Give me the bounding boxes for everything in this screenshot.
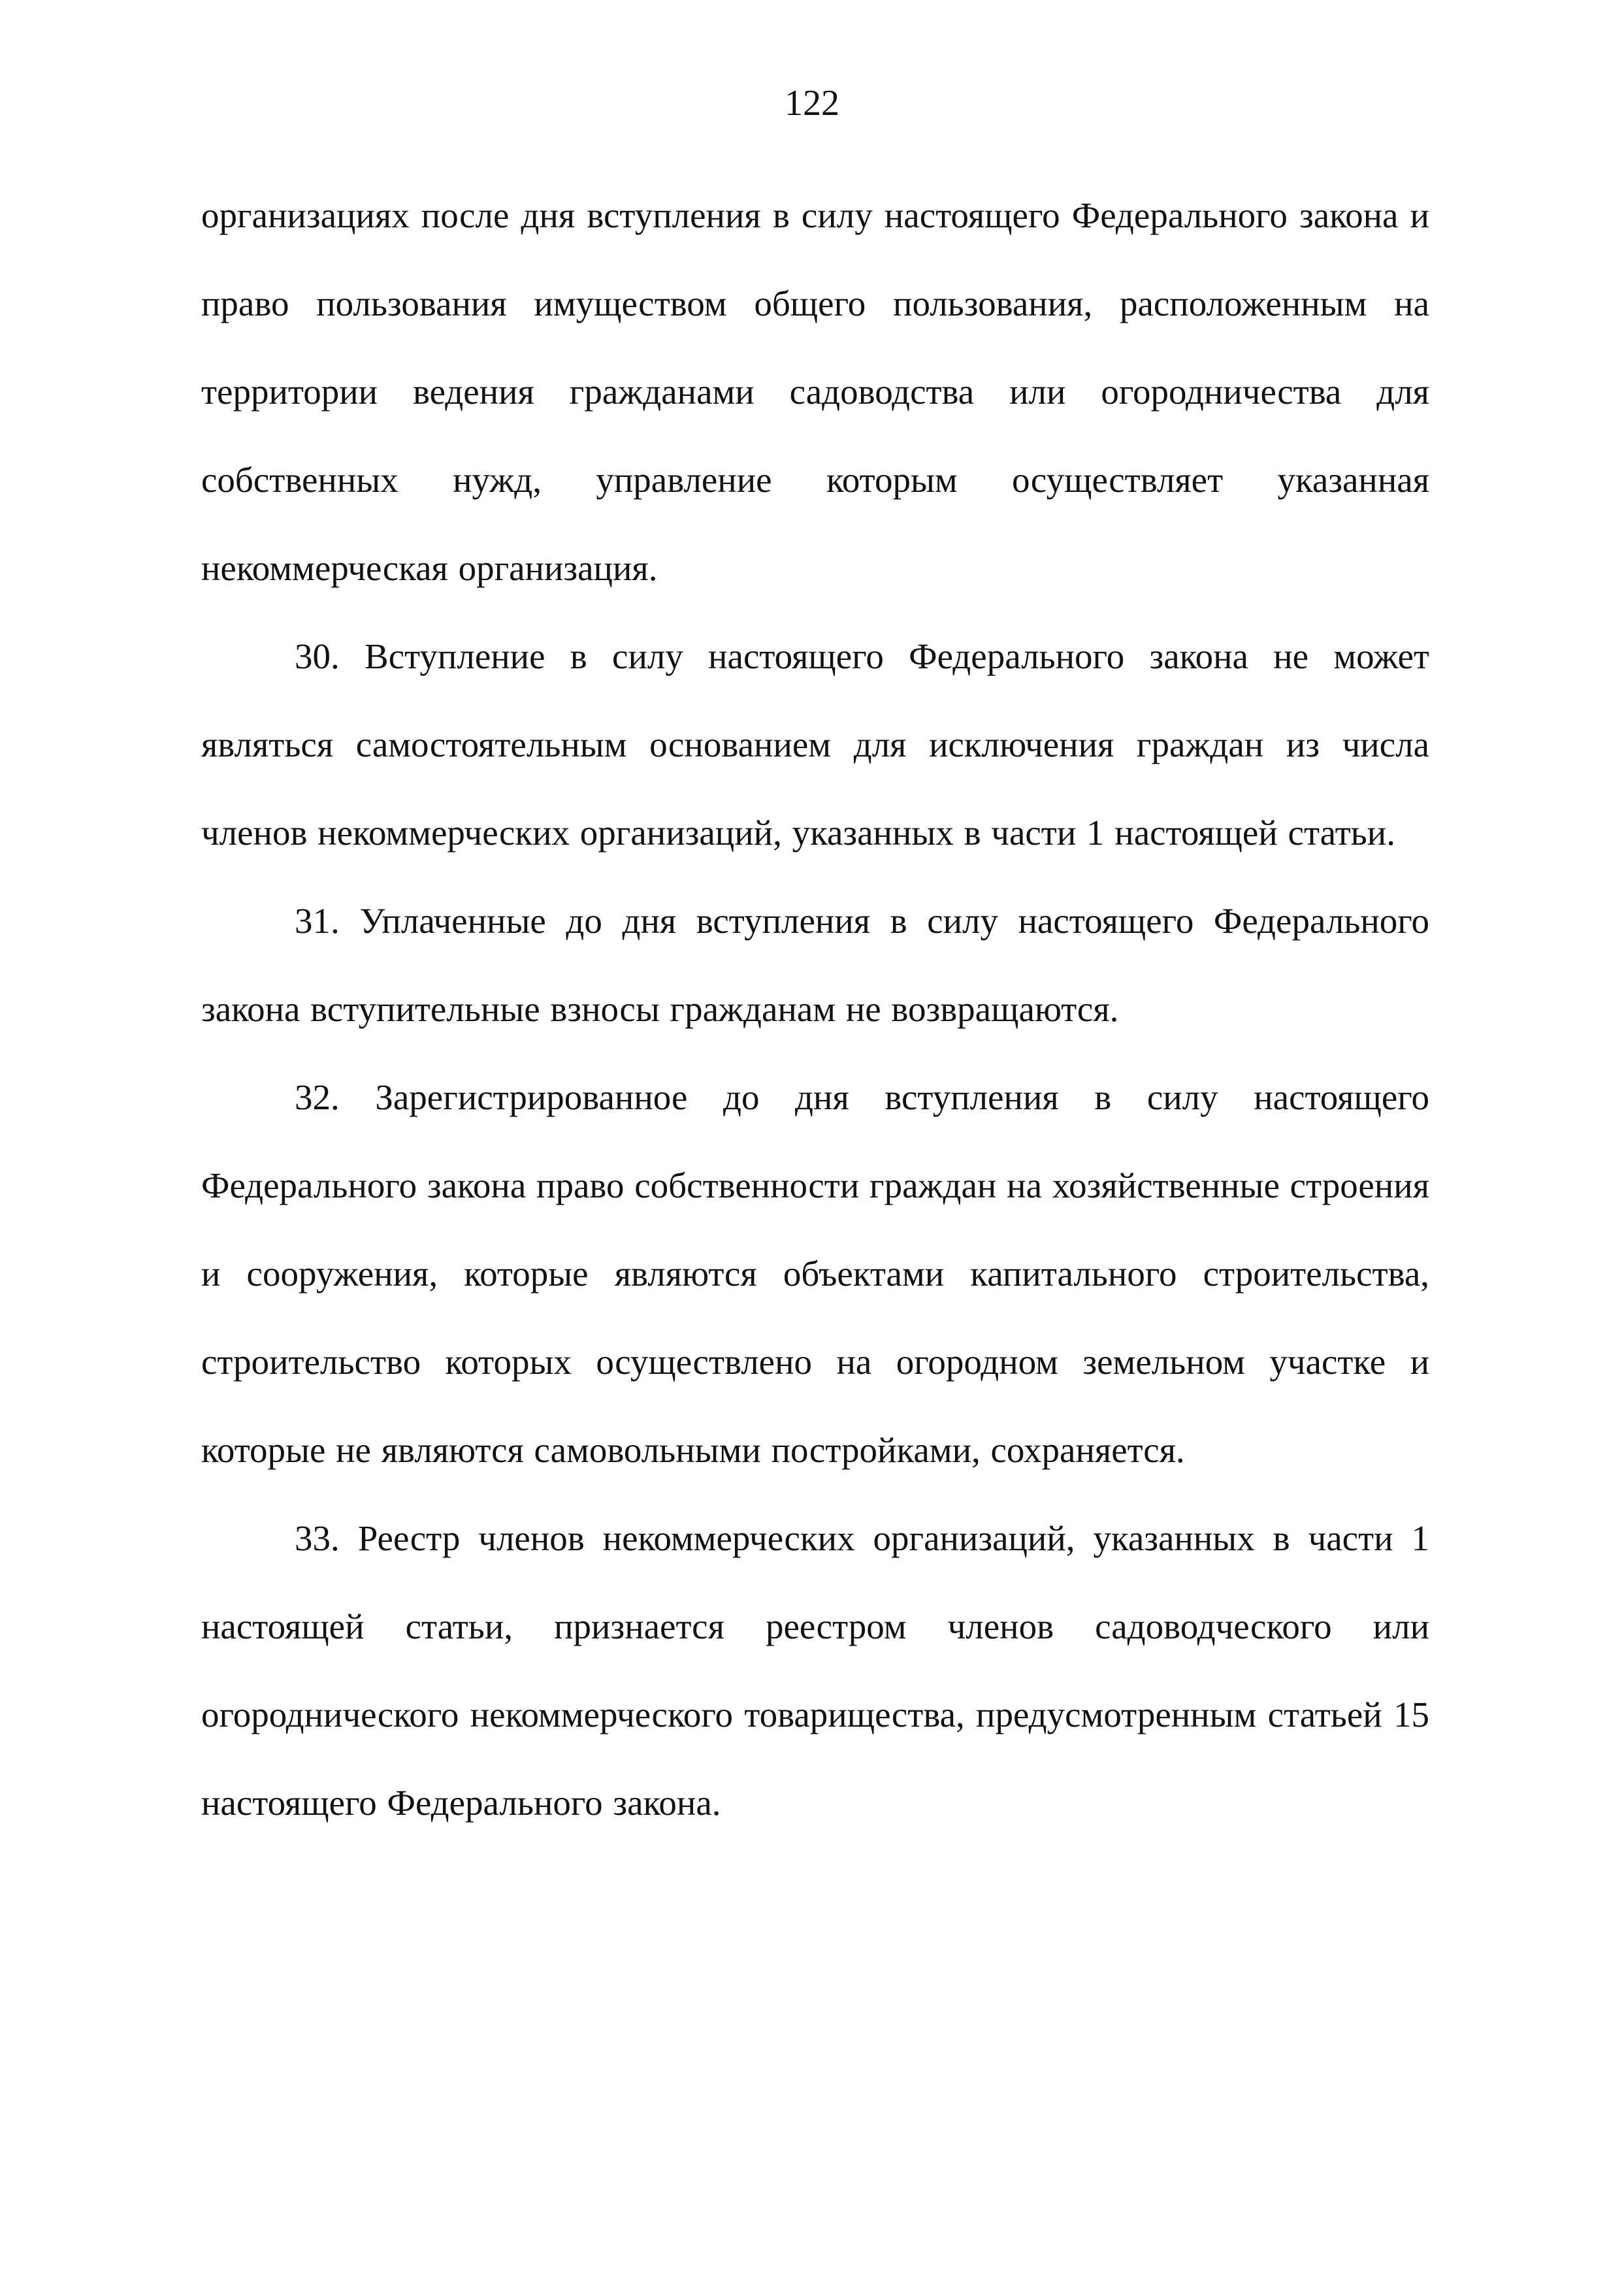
paragraph-33: 33. Реестр членов некоммерческих организаций, указанных в части 1 настоящей статьи, признается реестром членов садоводческого или огороднического некоммерческого товарищества, предусмотренным статьей 15 настоящего Федерального закона. [201,1518,1429,1823]
paragraph-31: 31. Уплаченные до дня вступления в силу настоящего Федерального закона вступительные взносы гражданам не возвращаются. [201,901,1429,1029]
page-number: 122 [785,83,839,123]
paragraph-30: 30. Вступление в силу настоящего Федерального закона не может являться самостоятельным основанием для исключения граждан из числа членов некоммерческих организаций, указанных в части 1 настоящей статьи. [201,636,1429,853]
paragraph-continuation: организациях после дня вступления в силу настоящего Федерального закона и право пользования имуществом общего пользования, расположенным на территории ведения гражданами садоводства или огородничества для собственных нужд, управление которым осуществляет указанная некоммерческая организация. [201,195,1429,588]
paragraph-32: 32. Зарегистрированное до дня вступления в силу настоящего Федерального закона право собственности граждан на хозяйственные строения и сооружения, которые являются объектами капитального строительства, строительство которых осуществлено на огородном земельном участке и которые не являются самовольными постройками, сохраняется. [201,1077,1429,1470]
document-body [201,171,1429,1847]
